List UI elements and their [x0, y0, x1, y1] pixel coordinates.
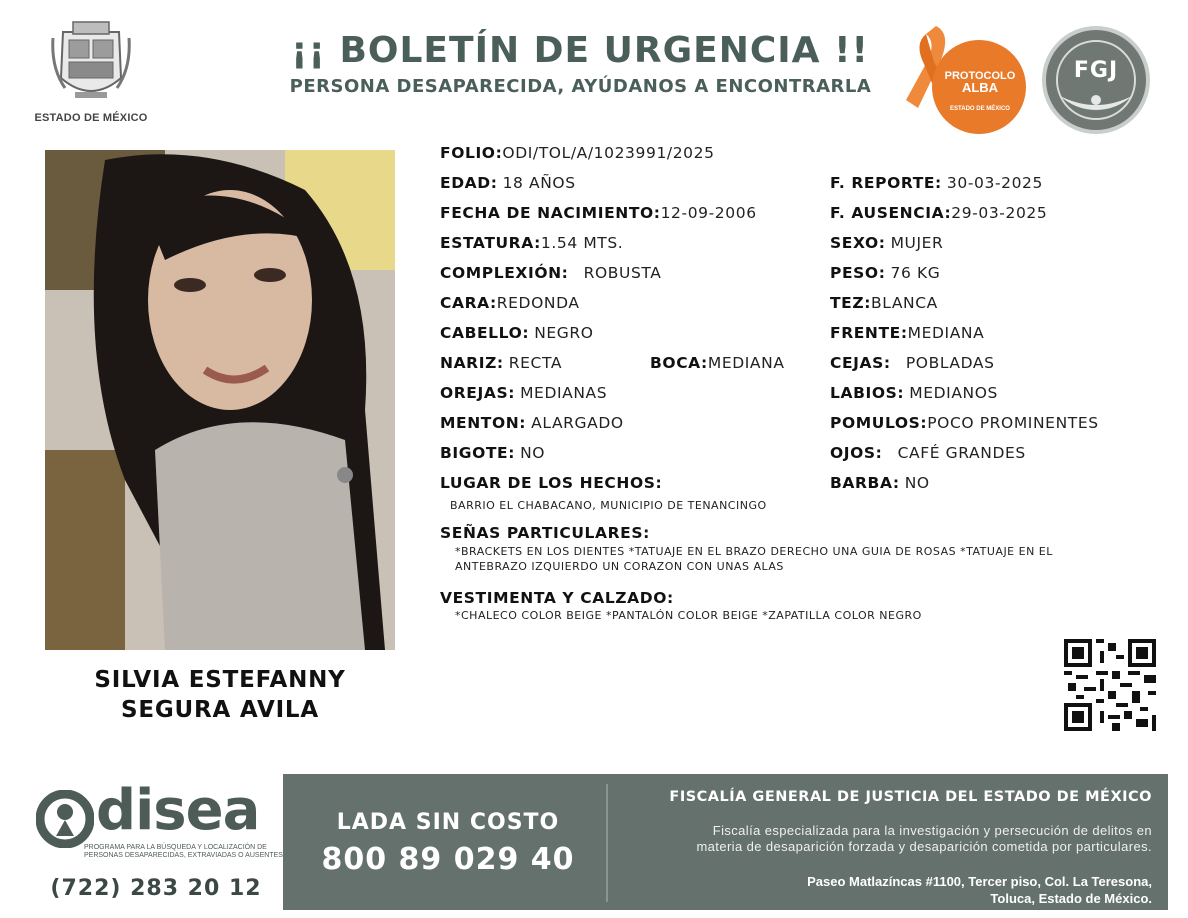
field-label: MENTON:: [440, 414, 527, 432]
field-label: FRENTE:: [830, 324, 908, 342]
field-label: FECHA DE NACIMIENTO:: [440, 204, 661, 222]
fgj-address: [612, 873, 1152, 907]
bulletin-subtitle: PERSONA DESAPARECIDA, AYÚDANOS A ENCONTRARLA: [289, 76, 872, 97]
field-label: CARA:: [440, 294, 497, 312]
field-sexo: [830, 234, 943, 253]
field-label: POMULOS:: [830, 414, 928, 432]
field-peso: [830, 264, 940, 283]
vestimenta-value: *CHALECO COLOR BEIGE *PANTALÓN COLOR BEIGE *ZAPATILLA COLOR NEGRO: [455, 609, 922, 622]
fgj-description: [612, 823, 1152, 855]
field-value: ROBUSTA: [583, 264, 662, 282]
senas-line2: ANTEBRAZO IZQUIERDO UN CORAZON CON UNAS ALAS: [455, 560, 784, 573]
fgj-description-line2: materia de desaparición forzada y desaparición cometida por particulares.: [696, 839, 1152, 854]
fgj-seal: [1042, 26, 1150, 134]
field-complexion: [440, 264, 661, 283]
person-name-line2: SEGURA AVILA: [120, 697, 319, 723]
lada-sin-costo-label: LADA SIN COSTO: [336, 810, 560, 835]
field-cabello: [440, 324, 594, 343]
field-label: BARBA:: [830, 474, 900, 492]
state-label: ESTADO DE MÉXICO: [34, 112, 148, 124]
field-nariz: [440, 354, 562, 373]
senas-line1: *BRACKETS EN LOS DIENTES *TATUAJE EN EL BRAZO DERECHO UNA GUIA DE ROSAS *TATUAJE EN EL: [455, 545, 1053, 558]
lada-sin-costo-number[interactable]: 800 89 029 40: [321, 842, 575, 877]
vestimenta-label: VESTIMENTA Y CALZADO:: [440, 589, 674, 607]
field-label: CEJAS:: [830, 354, 891, 372]
contact-phone[interactable]: (722) 283 20 12: [50, 876, 262, 901]
qr-code-icon: [1064, 639, 1156, 731]
odisea-logo: [36, 778, 283, 878]
alba-line3: ESTADO DE MÉXICO: [950, 106, 1010, 112]
field-cara: [440, 294, 580, 313]
field-value: ALARGADO: [531, 414, 624, 432]
field-orejas: [440, 384, 607, 403]
person-name-line1: SILVIA ESTEFANNY: [94, 667, 346, 693]
field-lugar-value: BARRIO EL CHABACANO, MUNICIPIO DE TENANCINGO: [450, 499, 767, 512]
field-fecha-nacimiento: [440, 204, 757, 223]
field-value: NO: [520, 444, 546, 462]
field-label: BIGOTE:: [440, 444, 516, 462]
field-value: BLANCA: [871, 294, 938, 312]
coat-of-arms-icon: [51, 18, 131, 106]
field-f-reporte: [830, 174, 1043, 193]
field-value: 76 KG: [890, 264, 941, 282]
field-label: BOCA:: [650, 354, 708, 372]
field-value: MEDIANA: [907, 324, 985, 342]
field-label: NARIZ:: [440, 354, 504, 372]
portrait-image: [45, 150, 395, 650]
field-value: NO: [904, 474, 930, 492]
field-label: F. REPORTE:: [830, 174, 942, 192]
field-value: 18 AÑOS: [502, 174, 576, 192]
field-label: ESTATURA:: [440, 234, 541, 252]
field-pomulos: [830, 414, 1099, 433]
field-label: F. AUSENCIA:: [830, 204, 952, 222]
field-frente: [830, 324, 984, 343]
footer-divider: [606, 784, 608, 902]
field-label: LUGAR DE LOS HECHOS:: [440, 474, 663, 492]
field-f-ausencia: [830, 204, 1047, 223]
alba-line2: ALBA: [961, 80, 999, 95]
odisea-word: disea: [96, 778, 260, 843]
field-lugar-hechos: [440, 474, 662, 493]
field-value: NEGRO: [534, 324, 594, 342]
field-cejas: [830, 354, 995, 373]
field-value: ODI/TOL/A/1023991/2025: [502, 144, 715, 162]
fgj-title: FISCALÍA GENERAL DE JUSTICIA DEL ESTADO DE MÉXICO: [669, 789, 1152, 805]
field-ojos: [830, 444, 1026, 463]
field-edad: [440, 174, 576, 193]
field-label: SEXO:: [830, 234, 886, 252]
fgj-description-line1: Fiscalía especializada para la investigación y persecución de delitos en: [712, 823, 1152, 838]
field-label: FOLIO:: [440, 144, 503, 162]
qr-code[interactable]: [1064, 639, 1156, 731]
field-value: POCO PROMINENTES: [927, 414, 1099, 432]
field-label: LABIOS:: [830, 384, 905, 402]
field-value: 12-09-2006: [660, 204, 757, 222]
field-menton: [440, 414, 624, 433]
field-tez: [830, 294, 938, 313]
field-label: EDAD:: [440, 174, 498, 192]
field-value: MEDIANAS: [520, 384, 608, 402]
field-label: CABELLO:: [440, 324, 530, 342]
person-name: [45, 665, 395, 725]
odisea-pin-icon: [36, 790, 94, 848]
fgj-address-line1: Paseo Matlazíncas #1100, Tercer piso, Col. La Teresona,: [807, 874, 1152, 889]
field-label: PESO:: [830, 264, 886, 282]
field-value: 1.54 MTS.: [540, 234, 624, 252]
field-estatura: [440, 234, 623, 253]
senas-label: SEÑAS PARTICULARES:: [440, 524, 650, 542]
field-label: OREJAS:: [440, 384, 516, 402]
field-folio: [440, 144, 715, 163]
field-label: COMPLEXIÓN:: [440, 264, 569, 282]
field-value: POBLADAS: [905, 354, 995, 372]
field-value: MUJER: [890, 234, 944, 252]
field-bigote: [440, 444, 545, 463]
protocolo-alba-logo: [900, 22, 1030, 134]
field-labios: [830, 384, 998, 403]
bulletin-title: ¡¡ BOLETÍN DE URGENCIA !!: [291, 30, 869, 71]
field-value: 30-03-2025: [946, 174, 1043, 192]
odisea-description: PROGRAMA PARA LA BÚSQUEDA Y LOCALIZACIÓN DE PERSONAS DESAPARECIDAS, EXTRAVIADAS O AUSENTES: [84, 844, 283, 859]
missing-person-photo: [45, 150, 395, 650]
estado-mexico-logo: [30, 18, 152, 124]
field-value: MEDIANOS: [909, 384, 998, 402]
alba-line1: PROTOCOLO: [944, 70, 1016, 82]
field-label: TEZ:: [830, 294, 871, 312]
field-value: CAFÉ GRANDES: [897, 444, 1026, 462]
field-value: 29-03-2025: [951, 204, 1048, 222]
wings-icon: [1046, 88, 1146, 118]
field-value: MEDIANA: [707, 354, 785, 372]
fgj-seal-text: FGJ: [1073, 58, 1119, 83]
field-barba: [830, 474, 930, 493]
field-value: REDONDA: [496, 294, 580, 312]
field-label: OJOS:: [830, 444, 883, 462]
field-boca: [650, 354, 785, 373]
fgj-address-line2: Toluca, Estado de México.: [990, 891, 1152, 906]
field-value: RECTA: [508, 354, 563, 372]
